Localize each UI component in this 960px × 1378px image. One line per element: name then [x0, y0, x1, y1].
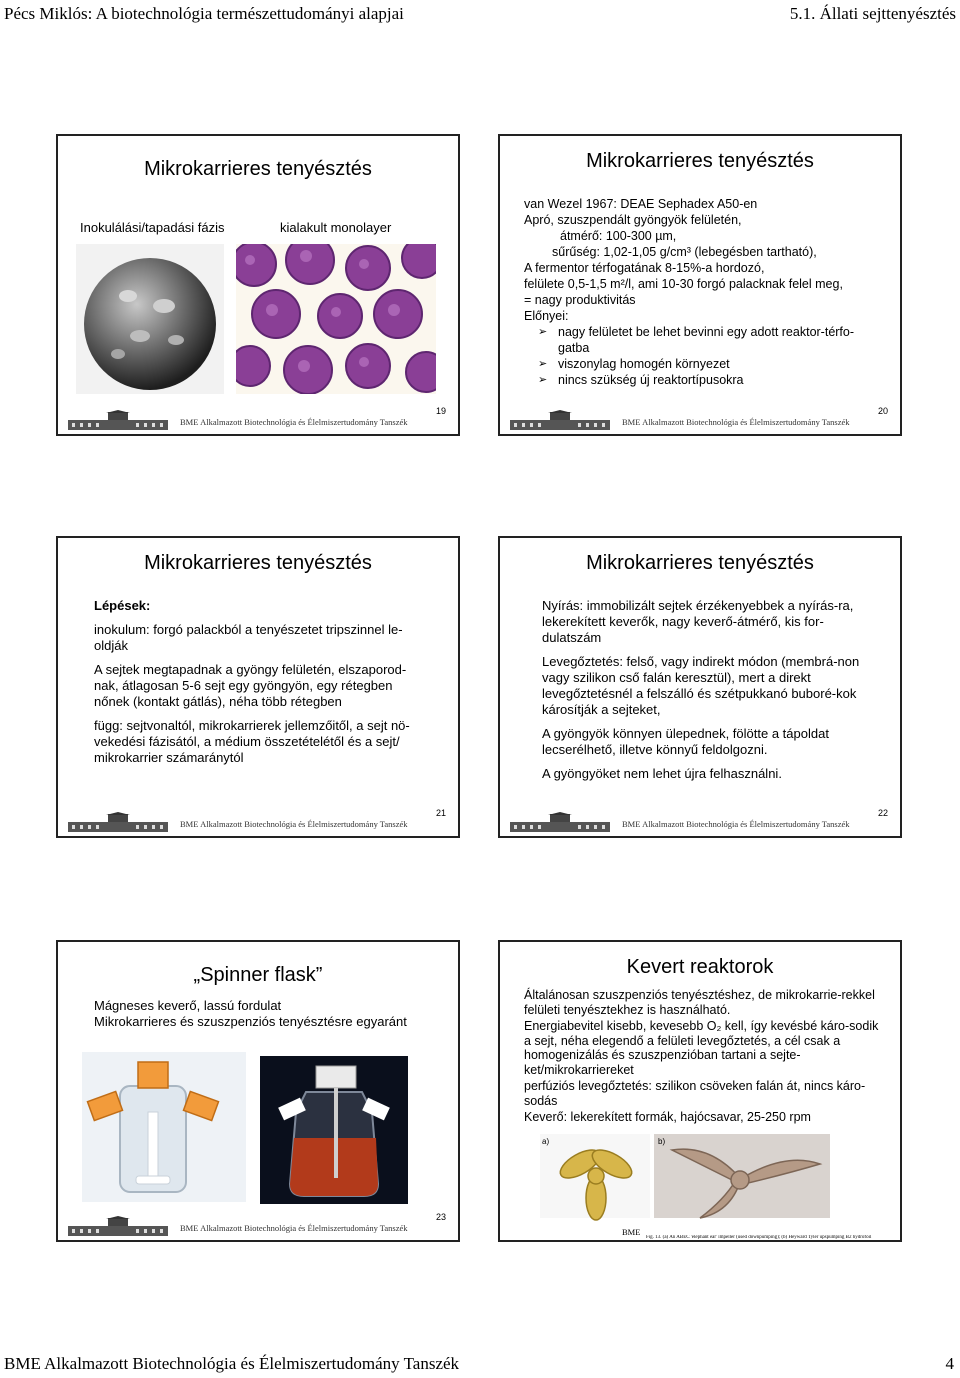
page-footer	[0, 1352, 960, 1376]
arrow-bullet-icon: ➢	[538, 374, 548, 386]
text-line: felülete 0,5-1,5 m²/l, ami 10-30 forgó palacknak felel meg,	[524, 277, 843, 291]
slide-title: Mikrokarrieres tenyésztés	[144, 552, 372, 574]
slide-footer	[68, 810, 448, 832]
paragraph: A sejtek megtapadnak a gyöngy felületén, elszaporod-nak, átlagosan 5-6 sejt egy gyöngyön, egy rétegben nőnek (kontakt gátlás), néha több rétegben	[94, 662, 407, 709]
figure-label-a: a)	[542, 1137, 550, 1146]
bme-building-logo	[510, 812, 610, 832]
paragraph: Energiabevitel kisebb, kevesebb O₂ kell, így kevésbé káro-sodik a sejt, néha elegendő a felületi levegőztetés, a cél csak a homogenizálás és szuszpenzióban tartani a sejte-ket/mikrokarriereket	[524, 1019, 879, 1077]
page-number: 4	[945, 1354, 954, 1373]
paragraph: perfúziós levegőztetés: szilikon csöveken falán át, nincs káro-sodás	[524, 1079, 866, 1108]
text-line: van Wezel 1967: DEAE Sephadex A50-en	[524, 197, 758, 211]
bme-building-logo	[68, 410, 168, 430]
text-line: Előnyei:	[524, 309, 569, 323]
paragraph: Általánosan szuszpenziós tenyésztéshez, de mikrokarrie-rekkel felületi tenyésztekhez is használható.	[524, 988, 875, 1017]
slide-21	[56, 536, 460, 838]
text-line: A fermentor térfogatának 8-15%-a hordozó,	[524, 261, 765, 275]
page-header	[0, 0, 960, 30]
slide-22	[498, 536, 902, 838]
slide-footer-text: BME Alkalmazott Biotechnológia és Élelmiszertudomány Tanszék	[180, 417, 408, 427]
slide-20-body	[524, 196, 894, 388]
slide-footer	[510, 810, 890, 832]
page-header-title: Pécs Miklós: A biotechnológia természettudományi alapjai	[4, 4, 404, 23]
slide-23-body	[94, 998, 434, 1030]
list-item	[524, 372, 864, 388]
figure-caption: Fig. 13. (a) An ABEC 'elephant ear' impeller (used downpumping); (b) Heyward Tyler upspumping B2 hydrofoil	[646, 1235, 872, 1240]
bme-building-logo	[68, 812, 168, 832]
list-item	[524, 324, 864, 356]
paragraph: Keverő: lekerekített formák, hajócsavar, 25-250 rpm	[524, 1110, 811, 1124]
paragraph: inokulum: forgó palackból a tenyészetet tripszinnel le-oldják	[94, 622, 403, 653]
slide-footer-text: BME Alkalmazott Biotechnológia és Élelmiszertudomány Tanszék	[622, 417, 850, 427]
paragraph: A gyöngyöket nem lehet újra felhasználni.	[542, 766, 782, 781]
page-header-section: 5.1. Állati sejttenyésztés	[789, 4, 956, 23]
slide-number: 19	[435, 406, 446, 416]
text-line: átmérő: 100-300 µm,	[560, 229, 677, 243]
slide-footer-text: BME Alkalmazott Biotechnológia és Élelmiszertudomány Tanszék	[180, 1223, 408, 1233]
cell-monolayer-image	[236, 244, 436, 394]
steps-heading: Lépések:	[94, 598, 151, 613]
list-item-text: nagy felületet be lehet bevinni egy adott reaktor-térfo-gatba	[558, 325, 855, 355]
paragraph: Nyírás: immobilizált sejtek érzékenyebbek a nyírás-ra, lekerekített keverők, nagy keverő-átmérő, kis for-dulatszám	[542, 598, 854, 645]
slide-title: Mikrokarrieres tenyésztés	[586, 150, 814, 172]
slide-footer	[68, 1214, 448, 1236]
slide-21-body	[94, 598, 426, 774]
slide-title: Mikrokarrieres tenyésztés	[144, 158, 372, 180]
figure-label-b: b)	[658, 1137, 666, 1146]
text-line: Apró, szuszpendált gyöngyök felületén,	[524, 213, 742, 227]
text-line: Mágneses keverő, lassú fordulat	[94, 998, 282, 1013]
list-item	[524, 356, 864, 372]
spinner-flask-image-right	[260, 1056, 408, 1204]
slide-footer-partial: BME	[622, 1227, 641, 1237]
slide-number: 23	[435, 1212, 446, 1222]
arrow-bullet-icon: ➢	[538, 358, 548, 370]
impeller-figure	[540, 1134, 900, 1236]
text-line: Mikrokarrieres és szuszpenziós tenyésztésre egyaránt	[94, 1014, 407, 1029]
text-line: sűrűség: 1,02-1,05 g/cm³ (lebegésben tartható),	[552, 245, 817, 259]
page-footer-department: BME Alkalmazott Biotechnológia és Élelmiszertudomány Tanszék	[4, 1354, 460, 1373]
list-item-text: viszonylag homogén környezet	[558, 357, 730, 371]
paragraph: függ: sejtvonaltól, mikrokarrierek jellemzőitől, a sejt nö-vekedési fázisától, a médium összetételétől és a sejt/ mikrokarrier számaránytól	[94, 718, 410, 765]
bme-building-logo	[68, 1216, 168, 1236]
slide-23	[56, 940, 460, 1242]
phase-label-left: Inokulálási/tapadási fázis	[80, 220, 225, 235]
slide-22-body	[542, 598, 862, 790]
slide-19	[56, 134, 460, 436]
slide-footer-text: BME Alkalmazott Biotechnológia és Élelmiszertudomány Tanszék	[180, 819, 408, 829]
paragraph: A gyöngyök könnyen ülepednek, fölötte a tápoldat lecserélhető, illetve könnyű feldolgozni.	[542, 726, 829, 757]
bme-building-logo	[510, 410, 610, 430]
arrow-bullet-icon: ➢	[538, 326, 548, 338]
slide-title: „Spinner flask”	[193, 964, 323, 986]
slide-title: Kevert reaktorok	[626, 956, 774, 978]
spinner-flask-image-left	[82, 1052, 246, 1202]
slide-number: 22	[877, 808, 888, 818]
slide-title: Mikrokarrieres tenyésztés	[586, 552, 814, 574]
microcarrier-bead-image	[76, 244, 224, 394]
slide-24	[498, 940, 902, 1242]
phase-label-right: kialakult monolayer	[280, 220, 392, 235]
slide-footer	[510, 408, 890, 430]
slide-footer-text: BME Alkalmazott Biotechnológia és Élelmiszertudomány Tanszék	[622, 819, 850, 829]
slide-20	[498, 134, 902, 436]
slide-24-body	[524, 988, 880, 1125]
slide-number: 21	[435, 808, 446, 818]
slide-number: 20	[877, 406, 888, 416]
advantages-list	[524, 324, 864, 388]
text-line: = nagy produktivitás	[524, 293, 636, 307]
list-item-text: nincs szükség új reaktortípusokra	[558, 373, 744, 387]
slide-footer	[68, 408, 448, 430]
paragraph: Levegőztetés: felső, vagy indirekt módon (membrá-non vagy szilikon cső falán keresztül), mert a direkt levegőztetésnél a felszálló és szétpukkanó buboré-kok károsítják a sejteket,	[542, 654, 860, 717]
